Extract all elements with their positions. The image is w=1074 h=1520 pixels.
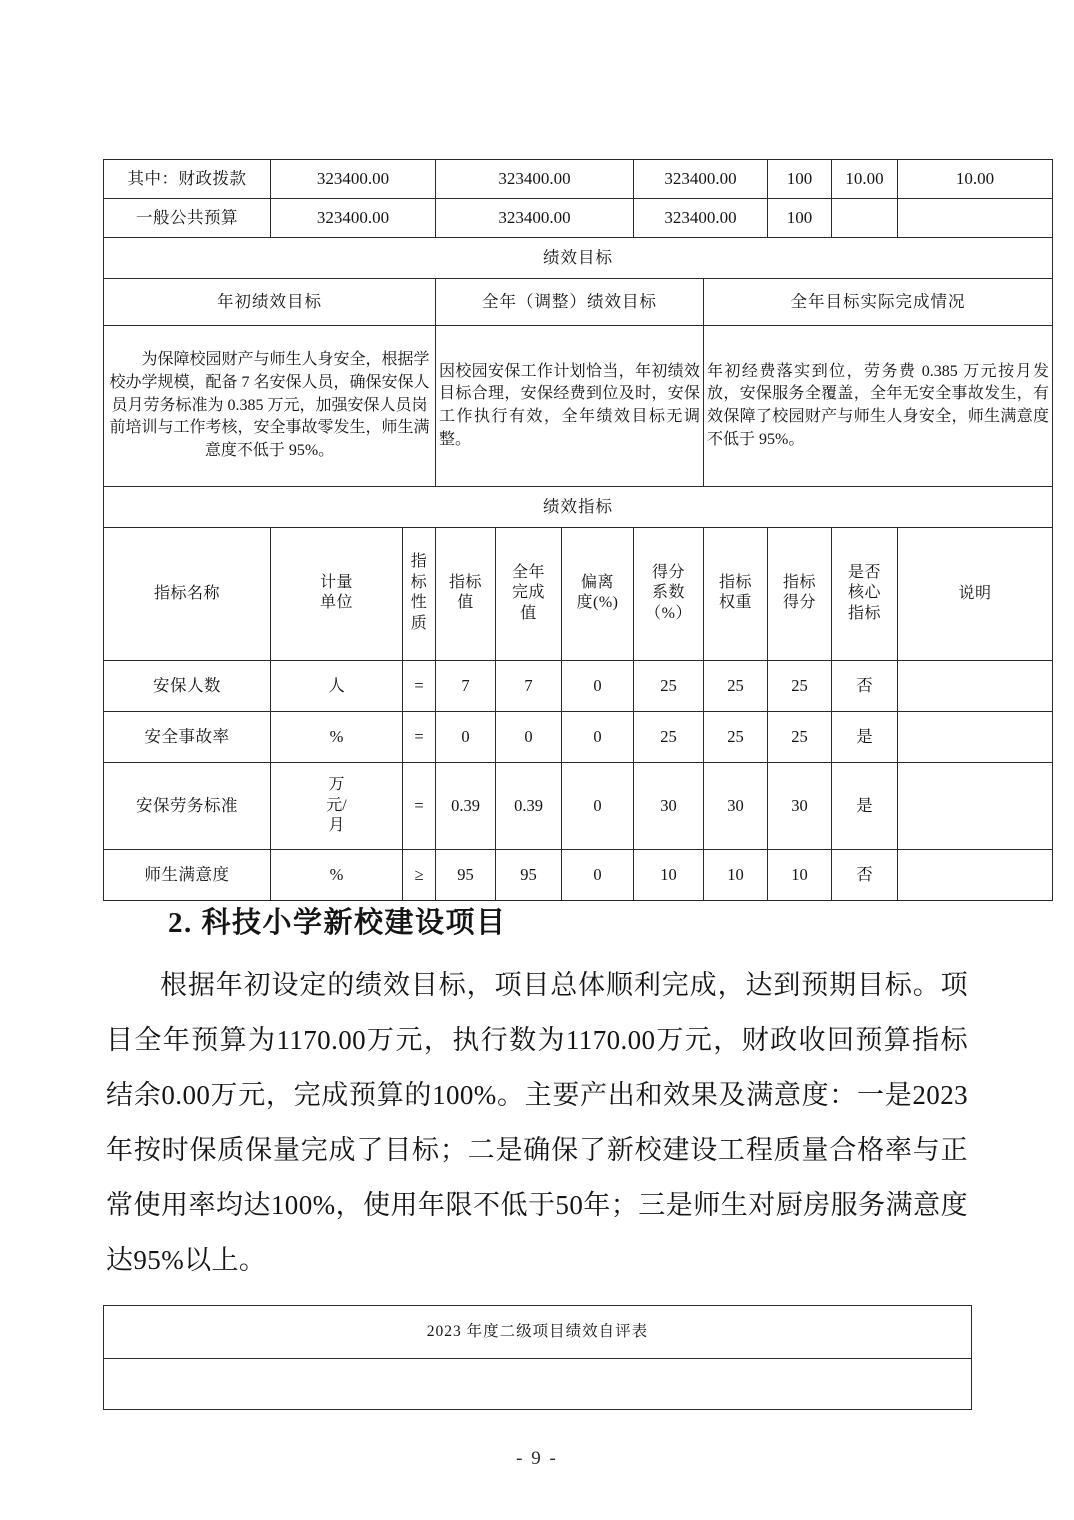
cell-indicator-name: 安保人数 xyxy=(104,661,271,712)
cell-indicator-deviation: 0 xyxy=(562,712,634,763)
actual-completion-paragraph: 年初经费落实到位，劳务费 0.385 万元按月发放，安保服务全覆盖，全年无安全事故发生，有效保障了校园财产与师生人身安全，师生满意度不低于 95%。 xyxy=(707,362,1050,448)
header-actual-completion: 全年目标实际完成情况 xyxy=(704,279,1053,326)
cell-score: 10.00 xyxy=(898,160,1053,199)
header-weight xyxy=(704,528,768,661)
cell-indicator-actual: 0 xyxy=(496,712,562,763)
project-description-paragraph: 根据年初设定的绩效目标，项目总体顺利完成，达到预期目标。项目全年预算为1170.00万元，执行数为1170.00万元，财政收回预算指标结余0.00万元，完成预算的100%。主要产出和效果及满意度：一是2023年按时保质保量完成了目标；二是确保了新校建设工程质量合格率与正常使用率均达100%，使用年限不低于50年；三是师生对厨房服务满意度达95%以上。 xyxy=(106,970,968,1275)
row-label-financial-appropriation: 其中：财政拨款 xyxy=(104,160,271,199)
cell-score xyxy=(898,199,1053,238)
table-row-section-performance-goal xyxy=(104,238,1053,279)
cell-budget-amount: 323400.00 xyxy=(271,160,436,199)
cell-indicator-coefficient: 25 xyxy=(634,661,704,712)
header-target-value xyxy=(436,528,496,661)
cell-score-weight xyxy=(832,199,898,238)
cell-indicator-nature: = xyxy=(403,763,436,850)
initial-goal-paragraph: 为保障校园财产与师生人身安全，根据学校办学规模，配备 7 名安保人员，确保安保人员月劳务标准为 0.385 万元，加强安保人员岗前培训与工作考核，安全事故零发生，师生满意度不低于 95%。 xyxy=(109,351,430,460)
cell-initial-goal-text xyxy=(104,326,436,487)
cell-indicator-nature: = xyxy=(403,661,436,712)
header-actual-value xyxy=(496,528,562,661)
cell-execution-rate: 100 xyxy=(768,160,832,199)
cell-indicator-nature: ≥ xyxy=(403,850,436,901)
table-row-general-public-budget xyxy=(104,199,1053,238)
cell-indicator-weight: 25 xyxy=(704,712,768,763)
cell-execution-rate: 100 xyxy=(768,199,832,238)
cell-adjusted-amount: 323400.00 xyxy=(436,160,634,199)
table-row-indicator xyxy=(104,763,1053,850)
cell-indicator-unit: 人 xyxy=(271,661,403,712)
header-coefficient-text: 得分 系数 （%） xyxy=(645,563,692,622)
table-row-caption xyxy=(104,1306,972,1359)
bottom-table-blank-cell xyxy=(104,1359,972,1410)
cell-budget-amount: 323400.00 xyxy=(271,199,436,238)
header-unit-text: 计量 单位 xyxy=(319,573,353,612)
cell-indicator-core: 否 xyxy=(832,661,898,712)
cell-indicator-remark xyxy=(898,850,1053,901)
header-coefficient xyxy=(634,528,704,661)
cell-indicator-weight: 30 xyxy=(704,763,768,850)
header-score-text: 指标 得分 xyxy=(783,573,817,612)
cell-score-weight: 10.00 xyxy=(832,160,898,199)
table-row-indicator xyxy=(104,850,1053,901)
header-core-text: 是否 核心 指标 xyxy=(848,563,882,622)
cell-actual-completion-text xyxy=(704,326,1053,487)
cell-indicator-coefficient: 10 xyxy=(634,850,704,901)
cell-executed-amount: 323400.00 xyxy=(634,160,768,199)
cell-indicator-name: 安全事故率 xyxy=(104,712,271,763)
table-row-section-performance-indicator xyxy=(104,487,1053,528)
cell-indicator-nature: = xyxy=(403,712,436,763)
row-label-general-public-budget: 一般公共预算 xyxy=(104,199,271,238)
cell-indicator-coefficient: 25 xyxy=(634,712,704,763)
performance-self-evaluation-table xyxy=(103,159,1053,901)
bottom-table-caption: 2023 年度二级项目绩效自评表 xyxy=(104,1306,972,1359)
cell-adjusted-goal-text xyxy=(436,326,704,487)
cell-indicator-actual: 0.39 xyxy=(496,763,562,850)
header-indicator-name xyxy=(104,528,271,661)
cell-indicator-score: 10 xyxy=(768,850,832,901)
section-title-performance-goal: 绩效目标 xyxy=(104,238,1053,279)
cell-indicator-target: 0 xyxy=(436,712,496,763)
cell-indicator-unit xyxy=(271,763,403,850)
cell-indicator-name: 安保劳务标准 xyxy=(104,763,271,850)
cell-indicator-core: 否 xyxy=(832,850,898,901)
cell-indicator-remark xyxy=(898,712,1053,763)
next-self-evaluation-table xyxy=(103,1305,972,1410)
section-title-performance-indicator: 绩效指标 xyxy=(104,487,1053,528)
cell-indicator-deviation: 0 xyxy=(562,850,634,901)
header-adjusted-goal: 全年（调整）绩效目标 xyxy=(436,279,704,326)
section-heading-project-2: 2. 科技小学新校建设项目 xyxy=(168,907,507,939)
cell-indicator-coefficient: 30 xyxy=(634,763,704,850)
cell-indicator-core: 是 xyxy=(832,712,898,763)
header-remark-text: 说明 xyxy=(958,584,992,602)
header-indicator-name-text: 指标名称 xyxy=(153,584,220,602)
header-nature-text: 指 标 性 质 xyxy=(410,553,428,632)
cell-indicator-unit: % xyxy=(271,712,403,763)
header-nature xyxy=(403,528,436,661)
project-description-body xyxy=(106,958,968,1288)
page-number-footer: - 9 - xyxy=(516,1448,558,1469)
cell-adjusted-amount: 323400.00 xyxy=(436,199,634,238)
cell-indicator-remark xyxy=(898,661,1053,712)
header-core xyxy=(832,528,898,661)
cell-indicator-deviation: 0 xyxy=(562,763,634,850)
cell-indicator-target: 7 xyxy=(436,661,496,712)
header-initial-goal: 年初绩效目标 xyxy=(104,279,436,326)
header-score xyxy=(768,528,832,661)
adjusted-goal-paragraph: 因校园安保工作计划恰当，年初绩效目标合理，安保经费到位及时，安保工作执行有效，全年绩效目标无调整。 xyxy=(439,362,701,448)
header-target-value-text: 指标 值 xyxy=(448,573,482,612)
header-unit xyxy=(271,528,403,661)
cell-indicator-core: 是 xyxy=(832,763,898,850)
table-row-financial-appropriation xyxy=(104,160,1053,199)
cell-indicator-score: 30 xyxy=(768,763,832,850)
cell-indicator-score: 25 xyxy=(768,661,832,712)
cell-indicator-actual: 7 xyxy=(496,661,562,712)
cell-indicator-unit: % xyxy=(271,850,403,901)
header-weight-text: 指标 权重 xyxy=(719,573,753,612)
cell-indicator-remark xyxy=(898,763,1053,850)
table-row-goal-values xyxy=(104,326,1053,487)
cell-executed-amount: 323400.00 xyxy=(634,199,768,238)
header-deviation xyxy=(562,528,634,661)
cell-indicator-unit-text: 万 元/ 月 xyxy=(326,775,347,835)
cell-indicator-target: 0.39 xyxy=(436,763,496,850)
cell-indicator-name: 师生满意度 xyxy=(104,850,271,901)
header-remark xyxy=(898,528,1053,661)
table-row-goal-headers xyxy=(104,279,1053,326)
table-row-indicator-headers xyxy=(104,528,1053,661)
table-row-indicator xyxy=(104,661,1053,712)
cell-indicator-deviation: 0 xyxy=(562,661,634,712)
cell-indicator-score: 25 xyxy=(768,712,832,763)
header-deviation-text: 偏离 度(%) xyxy=(576,573,619,612)
table-row-blank xyxy=(104,1359,972,1410)
table-row-indicator xyxy=(104,712,1053,763)
cell-indicator-actual: 95 xyxy=(496,850,562,901)
cell-indicator-weight: 25 xyxy=(704,661,768,712)
header-actual-value-text: 全年 完成 值 xyxy=(511,563,545,622)
cell-indicator-weight: 10 xyxy=(704,850,768,901)
cell-indicator-target: 95 xyxy=(436,850,496,901)
